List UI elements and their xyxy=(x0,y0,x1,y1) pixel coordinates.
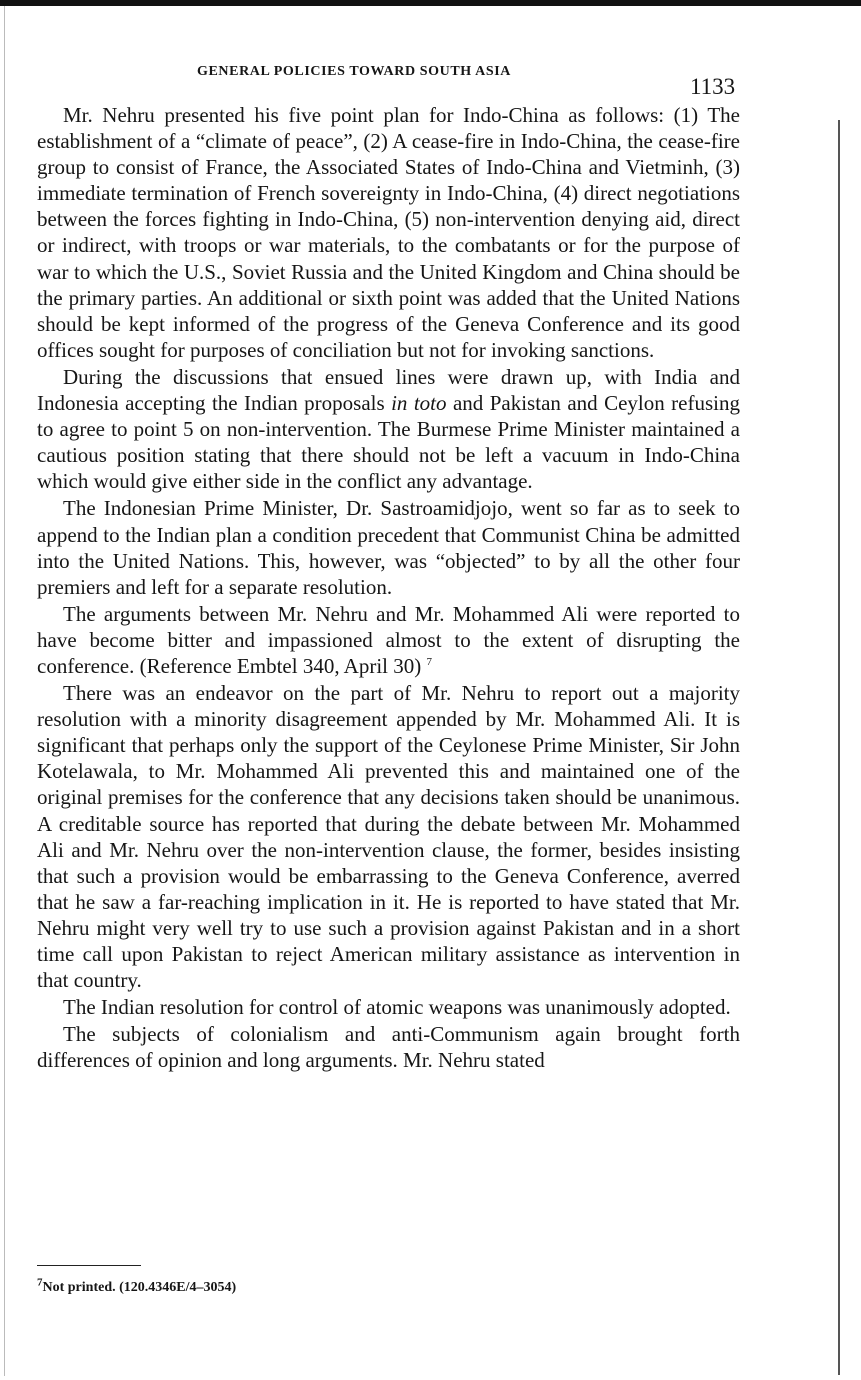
paragraph-plan xyxy=(37,102,740,363)
paragraph-text: The arguments between Mr. Nehru and Mr. Mohammed Ali were reported to have become bitter and impassioned almost to the extent of disrupting the conference. (Reference Embtel 340, April 30) xyxy=(37,601,740,678)
italic-phrase: in toto xyxy=(391,391,447,416)
paragraph-indonesia xyxy=(37,495,740,599)
footnote-marker: 7 xyxy=(37,1276,43,1289)
footnote-divider xyxy=(37,1265,141,1266)
scan-top-edge xyxy=(0,0,861,6)
footnote-ref: 7 xyxy=(426,655,432,668)
paragraph-text: The subjects of colonialism and anti-Communism again brought forth differences of opinion and long arguments. Mr. Nehru stated xyxy=(37,1022,740,1073)
paragraph-text: The Indonesian Prime Minister, Dr. Sastroamidjojo, went so far as to seek to append to the Indian plan a condition precedent that Communist China be admitted into the United Nations. This, however, was “objected” to by all the other four premiers and left for a separate resolution. xyxy=(37,496,740,599)
paragraph-colonialism xyxy=(37,1021,740,1073)
paragraph-text: Mr. Nehru presented his five point plan for Indo-China as follows: (1) The establishment of a “climate of peace”, (2) A cease-fire in Indo-China, the cease-fire group to consist of France, the Associated States of Indo-China and Vietminh, (3) immediate termination of French sovereignty in Indo-China, (4) direct negotiations between the forces fighting in Indo-China, (5) non-intervention denying aid, direct or indirect, with troops or war materials, to the combatants or for the purpose of war to which the U.S., Soviet Russia and the United Kingdom and China should be the primary parties. An additional or sixth point was added that the United Nations should be kept informed of the progress of the Geneva Conference and its good offices sought for purposes of conciliation but not for invoking sanctions. xyxy=(37,103,740,362)
paragraph-text: There was an endeavor on the part of Mr. Nehru to report out a majority resolution with a minority disagreement appended by Mr. Mohammed Ali. It is significant that perhaps only the support of the Ceylonese Prime Minister, Sir John Kotelawala, to Mr. Mohammed Ali prevented this and maintained one of the original premises for the conference that any decisions taken should be unanimous. A creditable source has reported that during the debate between Mr. Mohammed Ali and Mr. Nehru over the non-intervention clause, the former, besides insisting that such a provision would be embarrassing to the Geneva Conference, averred that he saw a far-reaching implication in it. He is reported to have stated that Mr. Nehru might very well try to use such a provision against Pakistan and in a short time call upon Pakistan to reject American military assistance as intervention in that country. xyxy=(37,681,740,993)
page-number: 1133 xyxy=(690,74,736,99)
footnote xyxy=(37,1276,237,1296)
footnote-text: Not printed. (120.4346E/4–3054) xyxy=(42,1280,237,1295)
paragraph-endeavor xyxy=(37,680,740,993)
body-text xyxy=(37,102,740,1073)
running-head: GENERAL POLICIES TOWARD SOUTH ASIA xyxy=(197,64,511,79)
paragraph-discussions xyxy=(37,364,740,494)
paragraph-atomic xyxy=(37,994,740,1020)
paragraph-text: The Indian resolution for control of atomic weapons was unanimously adopted. xyxy=(63,995,731,1020)
paragraph-text: During the discussions that ensued lines were drawn up, with India and Indonesia accepting the Indian proposals xyxy=(37,364,740,416)
paragraph-text: and Pakistan and Ceylon refusing to agree to point 5 on non-intervention. The Burmese Prime Minister maintained a cautious position stating that there should not be left a vacuum in Indo-China which would give either side in the conflict any advantage. xyxy=(37,391,740,494)
scan-left-edge xyxy=(4,6,5,1376)
scan-right-edge xyxy=(838,120,840,1375)
paragraph-arguments xyxy=(37,601,740,679)
